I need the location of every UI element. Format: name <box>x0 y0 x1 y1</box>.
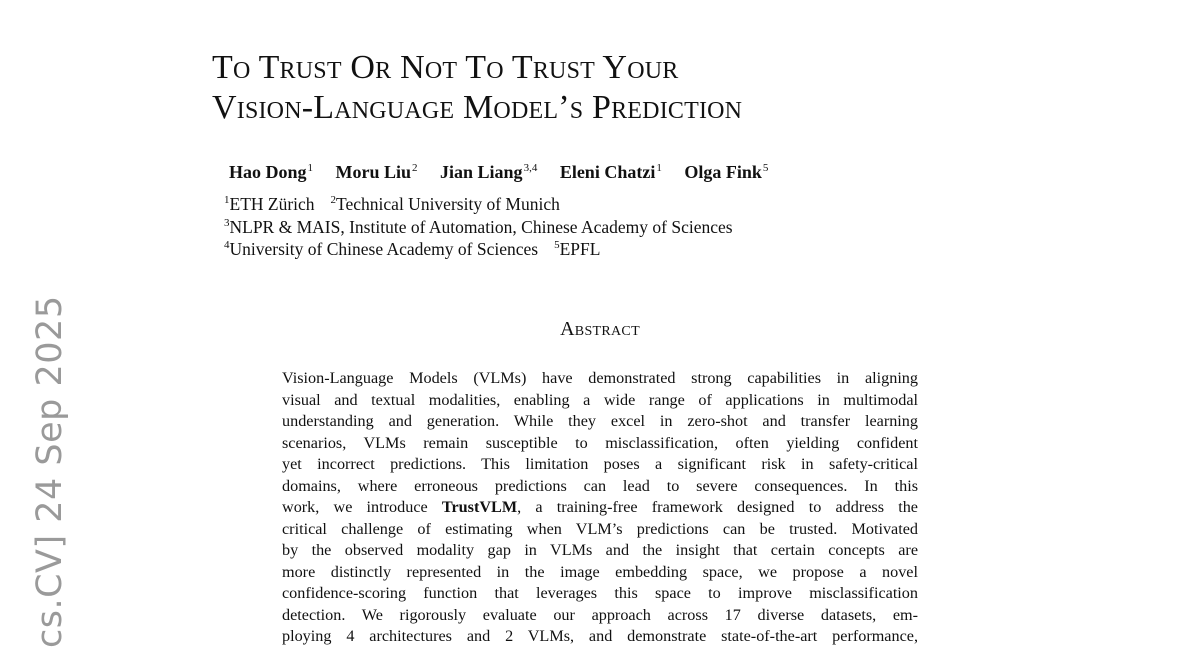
affiliation <box>554 239 600 259</box>
affiliation-name: Technical University of Munich <box>336 194 560 214</box>
author <box>560 160 662 184</box>
affiliation-name: University of Chinese Academy of Sciences <box>229 239 539 259</box>
affiliation-name: EPFL <box>559 239 601 259</box>
affiliation <box>224 239 538 259</box>
abstract-line: scenarios, VLMs remain susceptible to misclassification, often yielding confident <box>282 433 918 452</box>
author-affiliation-mark: 1 <box>307 162 314 174</box>
author-affiliation-mark: 3,4 <box>523 162 538 174</box>
affiliation <box>224 217 733 237</box>
affiliation-line <box>224 193 733 216</box>
affiliation-mark: 5 <box>554 239 560 251</box>
affiliation-mark: 1 <box>224 194 230 206</box>
author <box>440 160 537 184</box>
author-name: Hao Dong <box>229 162 307 182</box>
abstract-line <box>282 497 918 519</box>
abstract-text: work, we introduce <box>282 498 442 516</box>
author-affiliation-mark: 1 <box>656 162 662 174</box>
abstract-line: more distinctly represented in the image embedding space, we propose a novel <box>282 562 918 581</box>
abstract-body <box>282 368 918 648</box>
author-name: Olga Fink <box>684 162 762 182</box>
abstract-line: confidence-scoring function that leverages this space to improve misclassification <box>282 584 918 602</box>
abstract-line: understanding and generation. While they excel in zero-shot and transfer learning <box>282 412 918 430</box>
affiliation-name: ETH Zürich <box>229 194 315 214</box>
affiliation-mark: 4 <box>224 239 230 251</box>
abstract-heading: Abstract <box>560 318 640 340</box>
affiliation-name: NLPR & MAIS, Institute of Automation, Chinese Academy of Sciences <box>229 216 733 237</box>
paper-title-line-1: To Trust Or Not To Trust Your <box>212 49 679 86</box>
affiliation-mark: 2 <box>330 194 337 206</box>
affiliation-list <box>224 193 733 261</box>
abstract-line: Vision-Language Models (VLMs) have demonstrated strong capabilities in aligning <box>282 369 918 387</box>
affiliation <box>224 194 315 214</box>
abstract-line: detection. We rigorously evaluate our approach across 17 diverse datasets, em- <box>282 605 918 624</box>
author-name: Eleni Chatzi <box>559 162 656 182</box>
abstract-line: by the observed modality gap in VLMs and the insight that certain concepts are <box>282 541 918 559</box>
author <box>336 160 418 184</box>
author-name: Jian Liang <box>440 162 523 182</box>
author-name: Moru Liu <box>335 162 412 182</box>
affiliation <box>331 194 560 214</box>
abstract-line: critical challenge of estimating when VLM’s predictions can be trusted. Motivated <box>282 519 918 538</box>
method-name-trustvlm: TrustVLM <box>441 498 518 516</box>
author <box>229 160 313 184</box>
abstract-line: domains, where erroneous predictions can lead to severe consequences. In this <box>282 476 918 495</box>
arxiv-identifier-stamp: cs.CV] 24 Sep 2025 <box>30 295 70 648</box>
abstract-line: ploying 4 architectures and 2 VLMs, and demonstrate state-of-the-art performance, <box>282 627 918 645</box>
abstract-text: , a training-free framework designed to address the <box>517 498 918 516</box>
author <box>684 160 768 184</box>
paper-title-line-2: Vision-Language Model’s Prediction <box>212 89 743 126</box>
affiliation-mark: 3 <box>224 216 230 229</box>
affiliation-line <box>224 216 733 239</box>
author-affiliation-mark: 2 <box>412 162 418 174</box>
paper-title <box>212 48 742 128</box>
abstract-line: visual and textual modalities, enabling a wide range of applications in multimodal <box>282 390 918 409</box>
author-list <box>229 160 786 184</box>
abstract-line: yet incorrect predictions. This limitation poses a significant risk in safety-critical <box>282 455 918 473</box>
author-affiliation-mark: 5 <box>762 162 769 174</box>
affiliation-line <box>224 238 733 261</box>
